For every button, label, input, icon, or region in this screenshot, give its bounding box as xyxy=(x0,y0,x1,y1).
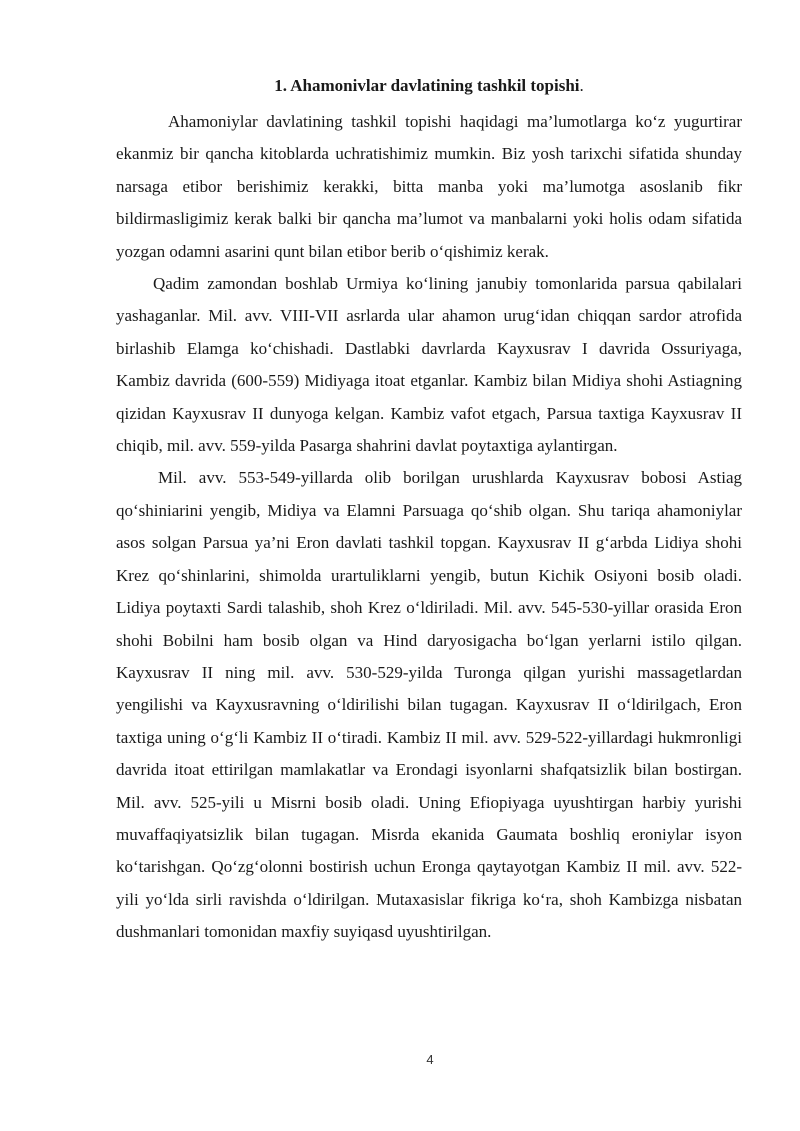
section-title xyxy=(116,74,742,98)
paragraph-origins: Qadim zamondan boshlab Urmiya ko‘lining janubiy tomonlarida parsua qabilalari yashaganlar. Mil. avv. VIII-VII asrlarda ular ahamon urug‘idan chiqqan sardor atrofida birlashib Elamga ko‘chishadi. Dastlabki davrlarda Kayxusrav I davrida Ossuriyaga, Kambiz davrida (600-559) Midiyaga itoat etganlar. Kambiz bilan Midiya shohi Astiagning qizidan Kayxusrav II dunyoga kelgan. Kambiz vafot etgach, Parsua taxtiga Kayxusrav II chiqib, mil. avv. 559-yilda Pasarga shahrini davlat poytaxtiga aylantirgan. xyxy=(116,274,742,456)
section-title-text: 1. Ahamonivlar davlatining tashkil topishi xyxy=(274,76,580,95)
document-page xyxy=(116,74,742,949)
paragraph-conquests: Mil. avv. 553-549-yillarda olib borilgan urushlarda Kayxusrav bobosi Astiag qo‘shiniarini yengib, Midiya va Elamni Parsuaga qo‘shib olgan. Shu tariqa ahamoniylar asos solgan Parsua ya’ni Eron davlati tashkil topgan. Kayxusrav II g‘arbda Lidiya shohi Krez qo‘shinlarini, shimolda urartuliklarni yengib, butun Kichik Osiyoni bosib oladi. Lidiya poytaxti Sardi talashib, shoh Krez o‘ldiriladi. Mil. avv. 545-530-yillar orasida Eron shohi Bobilni ham bosib olgan va Hind daryosigacha bo‘lgan yerlarni istilo qilgan. Kayxusrav II ning mil. avv. 530-529-yilda Turonga qilgan yurishi massagetlardan yengilishi va Kayxusravning o‘ldirilishi bilan tugagan. Kayxusrav II o‘ldirilgach, Eron taxtiga uning o‘g‘li Kambiz II o‘tiradi. Kambiz II mil. avv. 529-522-yillardagi hukmronligi davrida itoat ettirilgan mamlakatlar va Erondagi isyonlarni shafqatsizlik bilan bostirgan. Mil. avv. 525-yili u Misrni bosib oladi. Uning Efiopiyaga uyushtirgan harbiy yurishi muvaffaqiyatsizlik bilan tugagan. Misrda ekanida Gaumata boshliq eroniylar isyon ko‘tarishgan. Qo‘zg‘olonni bostirish uchun Eronga qaytayotgan Kambiz II mil. avv. 522-yili yo‘lda sirli ravishda o‘ldirilgan. Mutaxasislar fikriga ko‘ra, shoh Kambizga nisbatan dushmanlari tomonidan maxfiy suyiqasd uyushtirilgan. xyxy=(116,468,742,942)
section-title-period: . xyxy=(579,76,584,95)
paragraph-intro: Ahamoniylar davlatining tashkil topishi haqidagi ma’lumotlarga ko‘z yugurtirar ekanmiz bir qancha kitoblarda uchratishimiz mumkin. Biz yosh tarixchi sifatida shunday narsaga etibor berishimiz kerakki, bitta manba yoki ma’lumotga asoslanib fikr bildirmasligimiz kerak balki bir qancha ma’lumot va manbalarni yoki holis odam sifatida yozgan odamni asarini qunt bilan etibor berib o‘qishimiz kerak. xyxy=(116,112,742,261)
page-number: 4 xyxy=(426,1052,434,1067)
